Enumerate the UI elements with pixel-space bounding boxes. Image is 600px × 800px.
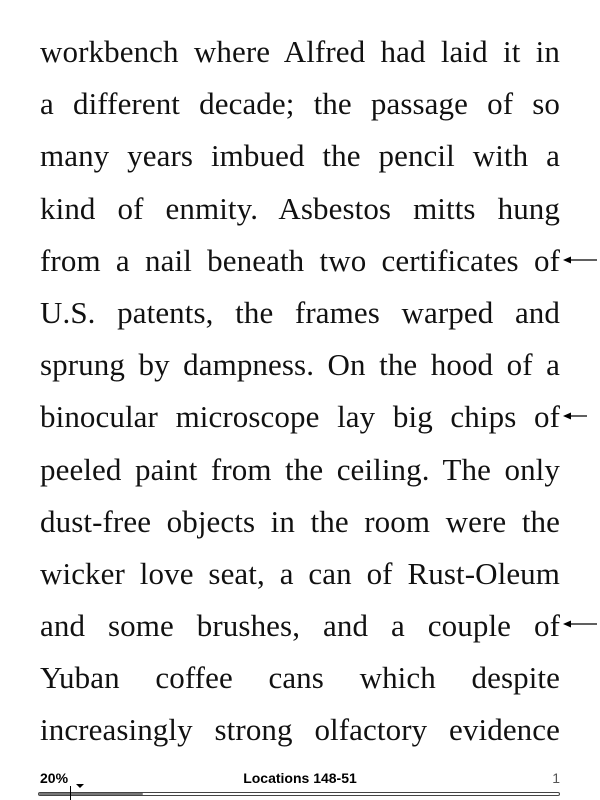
- text-line: workbench where Alfred had laid it in: [40, 34, 560, 69]
- progress-marker: [70, 786, 71, 800]
- text-line: wicker love seat, a can of Rust-Oleum: [40, 555, 560, 591]
- progress-percent[interactable]: 20%: [40, 770, 69, 786]
- left-arrow-icon[interactable]: [563, 619, 597, 629]
- text-line: sprung by dampness. On the hood of a: [40, 347, 560, 383]
- text-line: binocular microscope lay big chips of: [40, 399, 560, 435]
- text-line: peeled paint from the ceiling. The only: [40, 451, 560, 487]
- text-line: many years imbued the pencil with a: [40, 138, 560, 174]
- text-line: from a nail beneath two certificates of: [40, 242, 560, 278]
- progress-bar[interactable]: [38, 792, 560, 796]
- text-line: kind of enmity. Asbestos mitts hung: [40, 190, 560, 226]
- page-number: 1: [552, 770, 560, 786]
- reading-pane[interactable]: [40, 26, 560, 757]
- text-line: dust-free objects in the room were the: [40, 503, 560, 539]
- text-line: U.S. patents, the frames warped and: [40, 294, 560, 330]
- text-line: a different decade; the passage of so: [40, 86, 560, 122]
- reader-footer: [40, 770, 560, 792]
- left-arrow-icon[interactable]: [563, 411, 597, 421]
- text-line: Yuban coffee cans which despite: [40, 660, 560, 696]
- left-arrow-icon[interactable]: [563, 255, 597, 265]
- location-indicator: Locations 148-51: [243, 770, 357, 786]
- progress-fill: [39, 793, 143, 795]
- text-line: and some brushes, and a couple of: [40, 608, 560, 644]
- text-line: increasingly strong olfactory evidence: [40, 712, 560, 748]
